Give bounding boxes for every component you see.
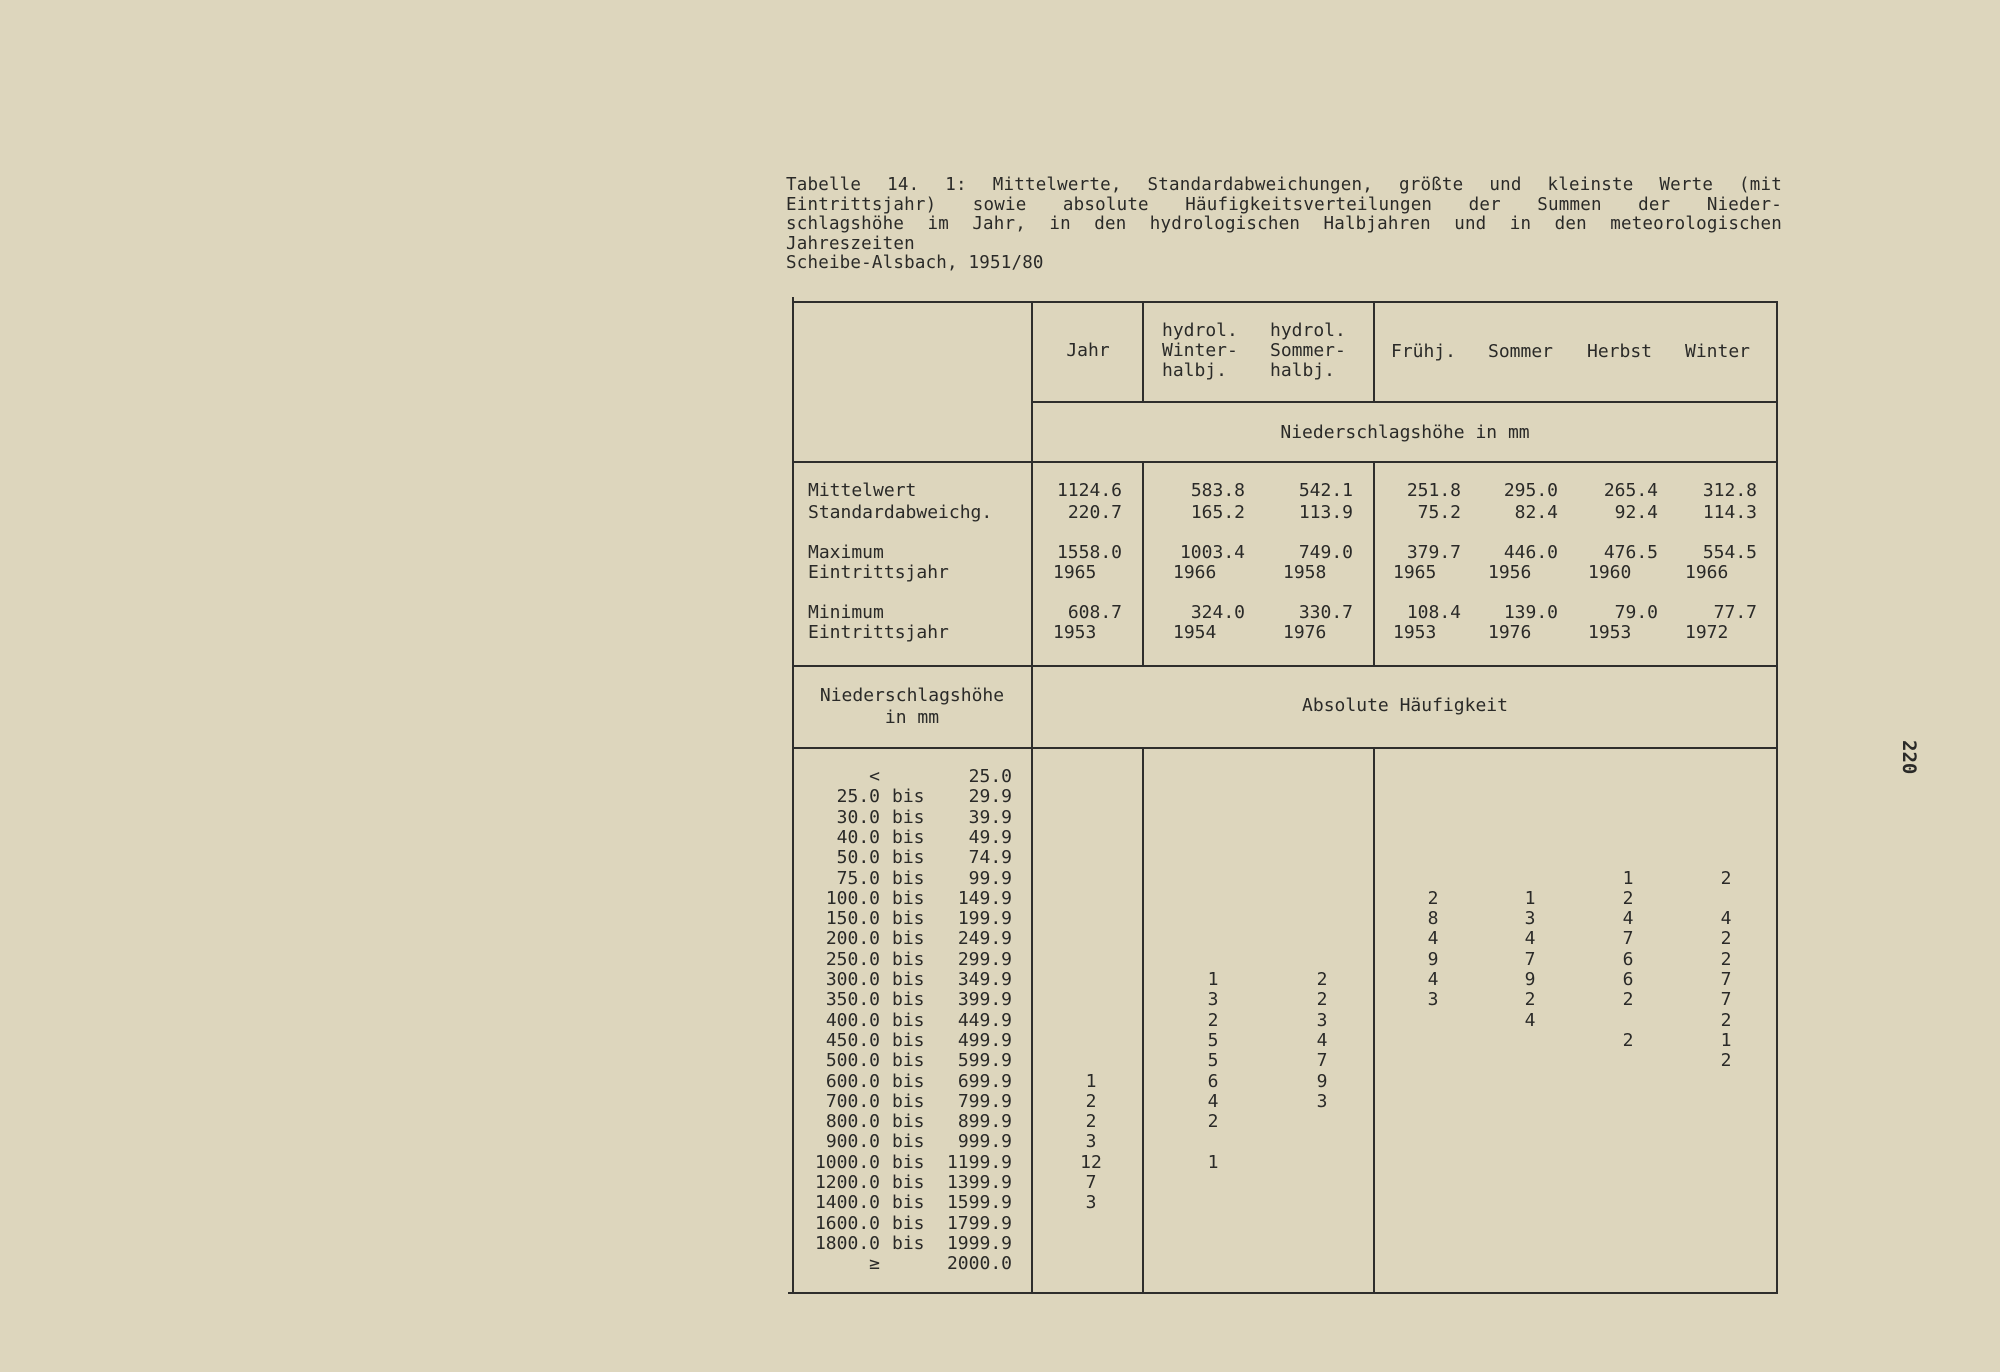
count-value: 7 <box>1622 928 1634 949</box>
count-value: 1 <box>1085 1071 1097 1092</box>
header-hydrol-winter: Winter- <box>1162 340 1238 361</box>
stat-value: 1003.4 <box>1179 542 1245 563</box>
stat-value: 1558.0 <box>1056 542 1122 563</box>
count-value: 2 <box>1085 1111 1097 1132</box>
class-lower: 350.0 <box>825 989 880 1010</box>
class-upper: 699.9 <box>957 1071 1012 1092</box>
class-upper: 2000.0 <box>946 1253 1012 1274</box>
stat-value: 583.8 <box>1190 480 1245 501</box>
class-lower: 1000.0 <box>814 1152 880 1173</box>
class-lower: 300.0 <box>825 969 880 990</box>
class-upper: 99.9 <box>968 868 1012 889</box>
class-bis: bis <box>892 1172 925 1193</box>
count-value: 4 <box>1622 908 1634 929</box>
class-lower: 50.0 <box>836 847 880 868</box>
count-value: 7 <box>1085 1172 1097 1193</box>
stat-value: 608.7 <box>1067 602 1122 623</box>
class-lower: 40.0 <box>836 827 880 848</box>
class-lower: 200.0 <box>825 928 880 949</box>
stat-value: 1972 <box>1685 622 1729 643</box>
freq-label: Niederschlagshöhe <box>819 685 1005 706</box>
class-bis: bis <box>892 1071 925 1092</box>
count-value: 12 <box>1080 1152 1102 1173</box>
stat-value: 1956 <box>1488 562 1532 583</box>
class-upper: 1199.9 <box>946 1152 1012 1173</box>
class-upper: 449.9 <box>957 1010 1012 1031</box>
class-upper: 49.9 <box>968 827 1012 848</box>
stat-value: 77.7 <box>1713 602 1757 623</box>
caption-line: Jahreszeiten <box>786 233 915 254</box>
rule-right <box>1776 301 1778 1294</box>
stat-value: 108.4 <box>1406 602 1461 623</box>
class-bis: bis <box>892 1030 925 1051</box>
class-bis: bis <box>892 1111 925 1132</box>
count-value: 2 <box>1720 1050 1732 1071</box>
stat-value: 1953 <box>1053 622 1097 643</box>
count-value: 2 <box>1720 949 1732 970</box>
header-hydrol-sommer: hydrol. <box>1270 320 1346 341</box>
class-upper: 899.9 <box>957 1111 1012 1132</box>
count-value: 6 <box>1622 969 1634 990</box>
stat-value: 265.4 <box>1603 480 1658 501</box>
class-lower: 250.0 <box>825 949 880 970</box>
class-bis: bis <box>892 908 925 929</box>
stat-value: 1965 <box>1053 562 1097 583</box>
stat-value: 1953 <box>1588 622 1632 643</box>
stat-value: 220.7 <box>1067 502 1122 523</box>
rule-unit <box>793 461 1778 463</box>
count-value: 6 <box>1622 949 1634 970</box>
header-hydrol-winter: hydrol. <box>1162 320 1238 341</box>
count-value: 1 <box>1207 1152 1219 1173</box>
header-jahr: Jahr <box>1066 340 1110 361</box>
stat-value: 1976 <box>1283 622 1327 643</box>
count-value: 1 <box>1720 1030 1732 1051</box>
count-value: 2 <box>1316 969 1328 990</box>
stat-value: 330.7 <box>1298 602 1353 623</box>
count-value: 2 <box>1720 928 1732 949</box>
stat-label: Mittelwert <box>808 480 917 501</box>
stat-value: 542.1 <box>1298 480 1353 501</box>
count-value: 2 <box>1720 868 1732 889</box>
stat-value: 554.5 <box>1702 542 1757 563</box>
class-upper: 1799.9 <box>946 1213 1012 1234</box>
count-value: 4 <box>1427 928 1439 949</box>
rule-freq-header <box>793 747 1778 749</box>
count-value: 2 <box>1524 989 1536 1010</box>
stat-label: Eintrittsjahr <box>808 562 949 583</box>
stat-label: Maximum <box>808 542 884 563</box>
stat-value: 165.2 <box>1190 502 1245 523</box>
stat-value: 139.0 <box>1503 602 1558 623</box>
count-value: 4 <box>1524 928 1536 949</box>
rule-halbj-col <box>1373 747 1375 1294</box>
stat-value: 251.8 <box>1406 480 1461 501</box>
stat-value: 476.5 <box>1603 542 1658 563</box>
header-winter: Winter <box>1685 341 1751 362</box>
stat-value: 1124.6 <box>1056 480 1122 501</box>
header-hydrol-winter: halbj. <box>1162 360 1228 381</box>
stat-value: 79.0 <box>1614 602 1658 623</box>
rule-label-col <box>1031 301 1033 1294</box>
stat-value: 1954 <box>1173 622 1217 643</box>
class-bis: bis <box>892 1050 925 1071</box>
class-upper: 1599.9 <box>946 1192 1012 1213</box>
stat-label: Minimum <box>808 602 884 623</box>
stat-value: 295.0 <box>1503 480 1558 501</box>
class-bis: bis <box>892 949 925 970</box>
class-lower: 30.0 <box>836 807 880 828</box>
class-bis: bis <box>892 928 925 949</box>
header-hydrol-sommer: Sommer- <box>1270 340 1346 361</box>
class-lower: 450.0 <box>825 1030 880 1051</box>
count-value: 8 <box>1427 908 1439 929</box>
class-lower: 1800.0 <box>814 1233 880 1254</box>
stat-value: 75.2 <box>1417 502 1461 523</box>
class-lower: 500.0 <box>825 1050 880 1071</box>
stat-value: 446.0 <box>1503 542 1558 563</box>
header-sommer: Sommer <box>1488 341 1554 362</box>
class-bis: bis <box>892 969 925 990</box>
class-upper: 599.9 <box>957 1050 1012 1071</box>
class-upper: 399.9 <box>957 989 1012 1010</box>
class-bis: bis <box>892 827 925 848</box>
class-lower: 1200.0 <box>814 1172 880 1193</box>
class-bis: bis <box>892 1233 925 1254</box>
count-value: 2 <box>1085 1091 1097 1112</box>
class-lower: < <box>869 766 880 787</box>
count-value: 2 <box>1207 1010 1219 1031</box>
rule-jahr-col <box>1142 747 1144 1294</box>
stat-value: 749.0 <box>1298 542 1353 563</box>
count-value: 1 <box>1524 888 1536 909</box>
count-value: 2 <box>1622 989 1634 1010</box>
stat-value: 1966 <box>1685 562 1729 583</box>
count-value: 2 <box>1207 1111 1219 1132</box>
count-value: 7 <box>1316 1050 1328 1071</box>
caption-line: schlagshöhe im Jahr, in den hydrologischen Halbjahren und in den meteorologischen <box>786 214 1782 234</box>
class-bis: bis <box>892 1213 925 1234</box>
count-value: 2 <box>1720 1010 1732 1031</box>
stat-label: Eintrittsjahr <box>808 622 949 643</box>
class-upper: 25.0 <box>968 766 1012 787</box>
count-value: 1 <box>1622 868 1634 889</box>
count-value: 3 <box>1207 989 1219 1010</box>
header-herbst: Herbst <box>1587 341 1653 362</box>
class-upper: 349.9 <box>957 969 1012 990</box>
class-lower: 1400.0 <box>814 1192 880 1213</box>
stat-value: 312.8 <box>1702 480 1757 501</box>
rule-halbj-col <box>1373 301 1375 401</box>
class-upper: 299.9 <box>957 949 1012 970</box>
stat-value: 1953 <box>1393 622 1437 643</box>
stat-value: 324.0 <box>1190 602 1245 623</box>
class-lower: 700.0 <box>825 1091 880 1112</box>
class-bis: bis <box>892 786 925 807</box>
class-bis: bis <box>892 1152 925 1173</box>
stat-label: Standardabweichg. <box>808 502 993 523</box>
class-upper: 799.9 <box>957 1091 1012 1112</box>
stat-value: 1960 <box>1588 562 1632 583</box>
count-value: 3 <box>1524 908 1536 929</box>
count-value: 3 <box>1316 1091 1328 1112</box>
count-value: 9 <box>1427 949 1439 970</box>
count-value: 2 <box>1427 888 1439 909</box>
freq-title: Absolute Häufigkeit <box>1302 695 1508 716</box>
count-value: 9 <box>1316 1071 1328 1092</box>
count-value: 3 <box>1316 1010 1328 1031</box>
rule-top <box>793 301 1778 303</box>
class-upper: 149.9 <box>957 888 1012 909</box>
class-upper: 249.9 <box>957 928 1012 949</box>
caption-line: Eintrittsjahr) sowie absolute Häufigkeitsverteilungen der Summen der Nieder- <box>786 194 1782 215</box>
class-bis: bis <box>892 1010 925 1031</box>
class-upper: 999.9 <box>957 1131 1012 1152</box>
count-value: 5 <box>1207 1050 1219 1071</box>
count-value: 7 <box>1720 969 1732 990</box>
rule-stats-end <box>793 665 1778 667</box>
stat-value: 114.3 <box>1702 502 1757 523</box>
count-value: 9 <box>1524 969 1536 990</box>
class-lower: 1600.0 <box>814 1213 880 1234</box>
class-bis: bis <box>892 1131 925 1152</box>
class-bis: bis <box>892 888 925 909</box>
class-bis: bis <box>892 847 925 868</box>
header-unit: Niederschlagshöhe in mm <box>1280 422 1530 443</box>
class-lower: 25.0 <box>836 786 880 807</box>
freq-label: in mm <box>884 707 940 728</box>
count-value: 4 <box>1316 1030 1328 1051</box>
count-value: 2 <box>1622 888 1634 909</box>
class-upper: 39.9 <box>968 807 1012 828</box>
class-bis: bis <box>892 989 925 1010</box>
class-lower: 900.0 <box>825 1131 880 1152</box>
class-bis: bis <box>892 1091 925 1112</box>
count-value: 7 <box>1720 989 1732 1010</box>
rule-header <box>1032 401 1778 403</box>
class-lower: 800.0 <box>825 1111 880 1132</box>
class-bis: bis <box>892 807 925 828</box>
rule-bottom <box>788 1292 1778 1294</box>
page-number: 220 <box>1898 740 1920 775</box>
stat-value: 1965 <box>1393 562 1437 583</box>
stat-value: 113.9 <box>1298 502 1353 523</box>
count-value: 6 <box>1207 1071 1219 1092</box>
stat-value: 379.7 <box>1406 542 1461 563</box>
class-upper: 29.9 <box>968 786 1012 807</box>
class-lower: 400.0 <box>825 1010 880 1031</box>
class-bis: bis <box>892 868 925 889</box>
count-value: 5 <box>1207 1030 1219 1051</box>
count-value: 2 <box>1316 989 1328 1010</box>
class-upper: 1399.9 <box>946 1172 1012 1193</box>
stat-value: 92.4 <box>1614 502 1658 523</box>
stat-value: 82.4 <box>1514 502 1558 523</box>
count-value: 2 <box>1622 1030 1634 1051</box>
count-value: 4 <box>1720 908 1732 929</box>
class-lower: 600.0 <box>825 1071 880 1092</box>
stat-value: 1958 <box>1283 562 1327 583</box>
class-upper: 199.9 <box>957 908 1012 929</box>
class-lower: 75.0 <box>836 868 880 889</box>
class-lower: 100.0 <box>825 888 880 909</box>
header-hydrol-sommer: halbj. <box>1270 360 1336 381</box>
count-value: 3 <box>1427 989 1439 1010</box>
count-value: 4 <box>1524 1010 1536 1031</box>
count-value: 7 <box>1524 949 1536 970</box>
count-value: 3 <box>1085 1192 1097 1213</box>
class-lower: ≥ <box>869 1253 880 1274</box>
stat-value: 1966 <box>1173 562 1217 583</box>
stat-value: 1976 <box>1488 622 1532 643</box>
class-upper: 499.9 <box>957 1030 1012 1051</box>
header-fruehjahr: Frühj. <box>1391 341 1457 362</box>
count-value: 4 <box>1207 1091 1219 1112</box>
count-value: 3 <box>1085 1131 1097 1152</box>
caption-line: Scheibe-Alsbach, 1951/80 <box>786 253 1044 273</box>
count-value: 1 <box>1207 969 1219 990</box>
caption-line: Tabelle 14. 1: Mittelwerte, Standardabweichungen, größte und kleinste Werte (mit <box>786 175 1782 195</box>
class-upper: 1999.9 <box>946 1233 1012 1254</box>
count-value: 4 <box>1427 969 1439 990</box>
class-upper: 74.9 <box>968 847 1012 868</box>
class-bis: bis <box>892 1192 925 1213</box>
class-lower: 150.0 <box>825 908 880 929</box>
